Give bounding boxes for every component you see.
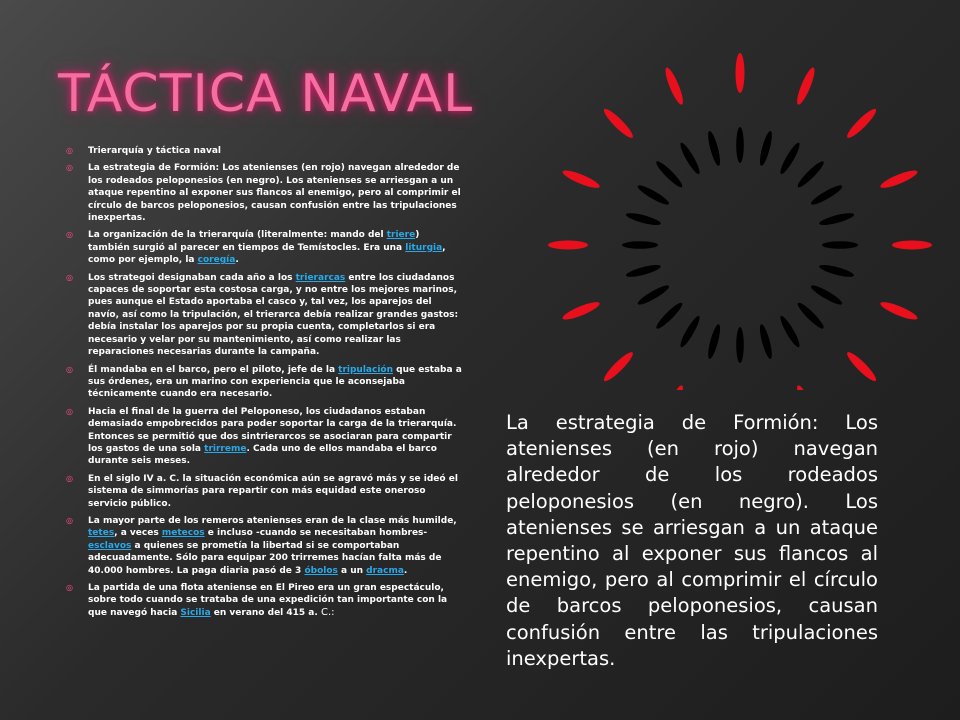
circle-bullet-icon: ◎ — [66, 272, 73, 282]
athenian-ship — [844, 106, 879, 141]
bullet-text: En el siglo IV a. C. la situación económica aún se agravó más y se ideó el sistema de simmorías para repartir con más equidad este oneroso servicio público. — [88, 473, 458, 509]
slide-title: TÁCTICA NAVAL — [58, 64, 474, 124]
athenian-ship — [601, 106, 636, 141]
athenian-ship — [548, 241, 588, 250]
peloponnesian-ship — [795, 300, 826, 331]
athenian-ship — [892, 241, 932, 250]
bullet-text: C.: — [317, 606, 335, 618]
bullet-text: La organización de la trierarquía (literalmente: mando del — [88, 230, 387, 241]
peloponnesian-ship — [678, 141, 703, 176]
athenian-ship — [662, 66, 686, 106]
athenian-ship — [662, 384, 686, 390]
peloponnesian-ship — [758, 130, 775, 167]
peloponnesian-ship — [809, 183, 844, 208]
bullet-link[interactable]: dracma — [366, 565, 404, 576]
bullet-text: Hacia el final de la guerra del Peloponeso, los ciudadanos estaban demasiado empobrecidos para poder soportar la carga de la trierarquía. Entonces se permitió que dos sintrierarcos se asociaran para compartir los gastos de una sola — [88, 406, 457, 454]
bullet-item — [62, 162, 462, 224]
bullet-link[interactable]: Sicilia — [180, 607, 211, 618]
bullet-item — [62, 229, 462, 266]
peloponnesian-ship — [778, 314, 803, 349]
bullet-text: entre los ciudadanos capaces de soportar esta costosa carga, y no entre los mejores marinos, pues aunque el Estado aportaba el casco y, tal vez, los aparejos del navío, así como la tripulación, el trierarca debía realizar grandes gastos: debía instalar los aparejos por su propia cuenta, completarlos si era necesario y velar por su mantenimiento, así como realizar las reparaciones necesarias durante la campaña. — [88, 272, 459, 358]
circle-bullet-icon: ◎ — [66, 583, 73, 592]
bullet-text: que estaba a sus órdenes, era un marino con experiencia que le aconsejaba técnicamente cuando era necesario. — [88, 364, 462, 400]
bullet-text: , a veces — [114, 528, 162, 539]
bullet-text: ) también surgió al parecer en tiempos de Temístocles. Era una — [88, 230, 420, 253]
bullet-link[interactable]: trierarcas — [295, 272, 346, 283]
bullet-text: Él mandaba en el barco, pero el piloto, jefe de la — [88, 364, 339, 375]
bullet-list — [62, 145, 462, 624]
circle-bullet-icon: ◎ — [66, 406, 73, 416]
athenian-ship — [794, 66, 818, 106]
bullet-text: La mayor parte de los remeros atenienses eran de la clase más humilde, — [88, 515, 457, 526]
circle-bullet-icon: ◎ — [66, 230, 73, 240]
bullet-item — [62, 145, 462, 157]
bullet-link[interactable]: trirreme — [204, 443, 247, 454]
bullet-text: . Cada uno de ellos mandaba el barco durante seis meses. — [88, 443, 437, 467]
bullet-item — [62, 582, 462, 619]
peloponnesian-ship — [636, 183, 671, 208]
peloponnesian-ship — [818, 211, 855, 228]
circle-bullet-icon: ◎ — [66, 146, 73, 155]
peloponnesian-ship — [654, 300, 685, 331]
formion-circle-diagram — [545, 50, 945, 390]
peloponnesian-ships-ring — [622, 127, 858, 363]
bullet-link[interactable]: triere — [386, 230, 416, 241]
peloponnesian-ship — [636, 283, 671, 308]
bullet-text: a quienes se prometía la libertad si se comportaban adecuadamente. Sólo para equipar 200 trirremes hacían falta más de 40.000 hombres. La paga diaria pasó de 3 — [88, 540, 442, 576]
athenian-ship — [601, 349, 636, 384]
bullet-text: e incluso -cuando se necesitaban hombres- — [204, 528, 428, 539]
circle-bullet-icon: ◎ — [66, 163, 73, 173]
athenian-ship — [561, 167, 601, 191]
peloponnesian-ship — [706, 130, 723, 167]
peloponnesian-ship — [809, 283, 844, 308]
bullet-text: La estrategia de Formión: Los atenienses (en rojo) navegan alrededor de los rodeados peloponesios (en negro). Los atenienses se arriesgan a un ataque repentino al exponer sus flancos al enemigo, pero al comprimir el círculo de barcos peloponesios, causan confusión entre las tripulaciones inexpertas. — [88, 163, 461, 224]
peloponnesian-ship — [706, 323, 723, 360]
bullet-item — [62, 272, 462, 359]
bullet-item — [62, 364, 462, 401]
bullet-link[interactable]: esclavos — [88, 540, 132, 551]
bullet-link[interactable]: coregía — [197, 255, 236, 266]
peloponnesian-ship — [625, 211, 662, 228]
diagram-caption: La estrategia de Formión: Los atenienses (en rojo) navegan alrededor de los rodeados peloponesios (en negro). Los atenienses se arriesgan a un ataque repentino al exponer sus flancos al enemigo, pero al comprimir el círculo de barcos peloponesios, causan confusión entre las tripulaciones inexpertas. — [506, 411, 878, 670]
bullet-item — [62, 473, 462, 510]
athenian-ship — [844, 349, 879, 384]
peloponnesian-ship — [778, 141, 803, 176]
bullet-text: en verano del 415 a. — [210, 607, 318, 618]
circle-bullet-icon: ◎ — [66, 515, 73, 525]
bullet-link[interactable]: tetes — [88, 528, 115, 539]
peloponnesian-ship — [678, 314, 703, 349]
athenian-ship — [736, 53, 745, 93]
athenian-ship — [794, 384, 818, 390]
peloponnesian-ship — [654, 159, 685, 190]
peloponnesian-ship — [736, 327, 744, 363]
bullet-text: a un — [337, 565, 367, 576]
bullet-link[interactable]: óbolos — [304, 565, 338, 576]
bullet-item — [62, 515, 462, 577]
athenian-ship — [879, 299, 919, 323]
peloponnesian-ship — [795, 159, 826, 190]
bullet-link[interactable]: tripulación — [338, 364, 393, 375]
bullet-item — [62, 406, 462, 468]
peloponnesian-ship — [822, 241, 858, 249]
peloponnesian-ship — [736, 127, 744, 163]
bullet-link[interactable]: metecos — [161, 528, 205, 539]
peloponnesian-ship — [622, 241, 658, 249]
bullet-text: La partida de una flota ateniense en El Pireo era un gran espectáculo, sobre todo cuando se trataba de una expedición tan importante con la que navegó hacia — [88, 583, 448, 618]
bullet-text: . — [235, 255, 239, 266]
bullet-text: , como por ejemplo, la — [88, 242, 446, 266]
peloponnesian-ship — [758, 323, 775, 360]
athenian-ship — [561, 299, 601, 323]
bullet-text: Trierarquía y táctica naval — [88, 146, 222, 156]
bullet-link[interactable]: liturgia — [405, 242, 443, 253]
circle-bullet-icon: ◎ — [66, 364, 73, 374]
circle-bullet-icon: ◎ — [66, 473, 73, 483]
athenian-ship — [879, 167, 919, 191]
bullet-text: Los strategoi designaban cada año a los — [88, 272, 296, 283]
bullet-text: . — [403, 565, 408, 576]
peloponnesian-ship — [818, 263, 855, 280]
peloponnesian-ship — [625, 263, 662, 280]
